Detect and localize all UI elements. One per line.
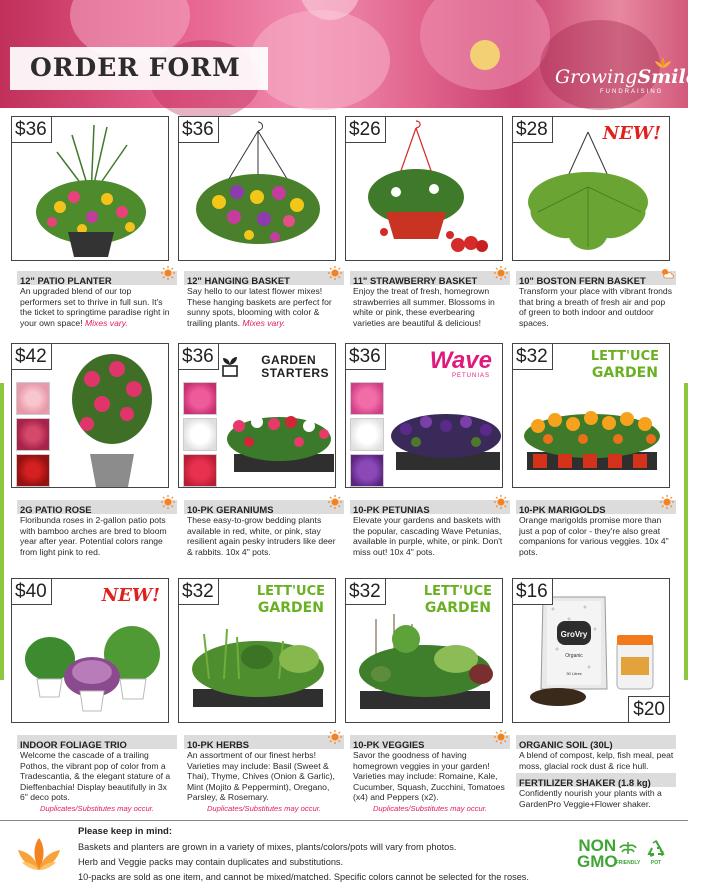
footer-note: Herb and Veggie packs may contain duplicates and substitutions. bbox=[78, 857, 344, 867]
swatch-red bbox=[183, 454, 217, 487]
price-label: $32 bbox=[179, 579, 219, 605]
sun-icon bbox=[161, 266, 175, 280]
right-accent-bar bbox=[684, 383, 688, 680]
logo-line-2: STARTERS bbox=[261, 366, 329, 380]
product-card-foliage-trio bbox=[17, 735, 177, 813]
price-label: $32 bbox=[513, 344, 553, 370]
product-title-bar bbox=[350, 271, 510, 285]
product-description: A blend of compost, kelp, fish meal, peat moss, glacial rock dust & rice hull. bbox=[519, 750, 674, 771]
lettuce-garden-logo bbox=[424, 584, 492, 616]
product-title: 10-PK GERANIUMS bbox=[187, 504, 274, 515]
product-description: Savor the goodness of having homegrown veggies in your garden! Varieties may include: Romaine, Kale, Cucumber, Squash, Zucchini, Tomatoes (x4) and Peppers (x2). bbox=[353, 750, 505, 802]
sun-icon bbox=[328, 730, 342, 744]
product-title: ORGANIC SOIL (30L) bbox=[519, 739, 613, 750]
product-description: Elevate your gardens and baskets with the popular, cascading Wave Petunias, available in purple, white, or pink. Don't miss out! 10x 4" pots. bbox=[353, 515, 503, 557]
mix-note: Mixes vary. bbox=[242, 317, 286, 328]
swatch-purple bbox=[350, 454, 384, 487]
seedling-icon bbox=[221, 353, 239, 377]
petunia-color-swatches bbox=[350, 382, 384, 490]
brand-word-2: Smiles bbox=[637, 66, 709, 88]
sun-icon bbox=[660, 495, 674, 509]
logo-line-1: GARDEN bbox=[261, 353, 317, 367]
bag-size-label: 30 Litres bbox=[566, 671, 582, 676]
product-title: 10-PK HERBS bbox=[187, 739, 249, 750]
product-title: 10-PK PETUNIAS bbox=[353, 504, 430, 515]
pot-label: POT bbox=[650, 860, 662, 866]
sun-icon bbox=[494, 266, 508, 280]
sun-icon bbox=[494, 495, 508, 509]
substitution-note: Duplicates/Substitutes may occur. bbox=[206, 803, 322, 813]
product-image-veggies bbox=[345, 578, 503, 723]
price-label: $28 bbox=[513, 117, 553, 143]
brand-subtitle: FUNDRAISING bbox=[600, 89, 664, 95]
product-title-bar-fertilizer bbox=[516, 773, 676, 787]
footer-heading: Please keep in mind: bbox=[78, 826, 172, 837]
product-card-strawberry-basket bbox=[350, 271, 510, 328]
swatch-pink bbox=[183, 382, 217, 415]
product-card-soil-fertilizer bbox=[516, 735, 676, 809]
bag-organic-label: Organic bbox=[565, 653, 583, 659]
sun-icon bbox=[161, 495, 175, 509]
product-description: An assortment of our finest herbs! Varieties may include: Basil (Sweet & Thai), Thyme, Chives (Onion & Garlic), Mint (Mojito & Peppermint), Oregano, Parsley, & Rosemary. bbox=[187, 750, 335, 802]
rose-color-swatches bbox=[16, 382, 50, 490]
product-title: 11" STRAWBERRY BASKET bbox=[353, 275, 478, 286]
price-label: $36 bbox=[179, 344, 219, 370]
product-description bbox=[17, 285, 177, 328]
sun-icon bbox=[328, 266, 342, 280]
mix-note: Mixes vary. bbox=[84, 317, 128, 328]
product-image-patio-planter bbox=[11, 116, 169, 261]
product-title: 10-PK VEGGIES bbox=[353, 739, 425, 750]
friendly-icon bbox=[617, 838, 639, 868]
left-accent-bar bbox=[0, 383, 4, 680]
product-image-foliage-trio bbox=[11, 578, 169, 723]
product-title: 2G PATIO ROSE bbox=[20, 504, 92, 515]
friendly-label: FRIENDLY bbox=[615, 860, 641, 866]
product-image-soil-fertilizer bbox=[512, 578, 670, 723]
non-gmo-badge bbox=[577, 838, 618, 870]
product-image-marigolds bbox=[512, 343, 670, 488]
partial-shade-icon bbox=[660, 266, 674, 280]
brand-word-1: Growing bbox=[555, 66, 638, 88]
product-title: 10-PK MARIGOLDS bbox=[519, 504, 606, 515]
price-label-fertilizer: $20 bbox=[628, 696, 669, 722]
product-title-bar bbox=[516, 500, 676, 514]
lotus-icon bbox=[16, 836, 62, 874]
swatch-pink bbox=[350, 382, 384, 415]
product-title-bar bbox=[17, 500, 177, 514]
product-title-bar bbox=[184, 500, 344, 514]
description-text: An upgraded blend of our top performers set to thrive in full sun. It's the ticket to springtime paradise right in your own space! bbox=[20, 286, 170, 328]
product-card-geraniums bbox=[184, 500, 344, 557]
product-description bbox=[184, 285, 344, 328]
bag-brand: GroVry bbox=[560, 630, 588, 639]
price-label: $40 bbox=[12, 579, 52, 605]
price-label: $36 bbox=[12, 117, 52, 143]
wave-logo: Wave bbox=[429, 347, 492, 374]
substitution-note: Duplicates/Substitutes may occur. bbox=[372, 803, 488, 813]
product-image-strawberry-basket bbox=[345, 116, 503, 261]
price-label: $42 bbox=[12, 344, 52, 370]
logo-line-1: LETT'UCE bbox=[590, 349, 659, 364]
recycle-icon bbox=[645, 838, 667, 868]
product-title: 12" HANGING BASKET bbox=[187, 275, 290, 286]
badge-line-1: NON bbox=[578, 836, 617, 855]
price-label: $32 bbox=[346, 579, 386, 605]
geranium-color-swatches bbox=[183, 382, 217, 490]
price-label: $26 bbox=[346, 117, 386, 143]
product-description: Welcome the cascade of a trailing Pothos, the vibrant pop of color from a Tradescantia, & the elegant stature of a Dieffenbachia! Display beautifully in 3x 6" deco pots. bbox=[20, 750, 171, 802]
product-card-patio-rose bbox=[17, 500, 177, 557]
badge-line-2: GMO bbox=[577, 852, 618, 871]
product-image-patio-rose bbox=[11, 343, 169, 488]
new-badge: NEW! bbox=[101, 585, 160, 606]
product-image-hanging-basket bbox=[178, 116, 336, 261]
product-description-fertilizer: Confidently nourish your plants with a GardenPro Veggie+Flower shaker. bbox=[519, 788, 662, 809]
logo-line-1: LETT'UCE bbox=[423, 584, 492, 599]
page-title: ORDER FORM bbox=[30, 53, 241, 82]
logo-line-2: GARDEN bbox=[257, 600, 324, 616]
product-image-geraniums bbox=[178, 343, 336, 488]
product-image-boston-fern bbox=[512, 116, 670, 261]
swatch-pink bbox=[16, 418, 50, 451]
brand-logo bbox=[555, 66, 709, 88]
product-card-boston-fern bbox=[516, 271, 676, 328]
product-title-bar bbox=[17, 271, 177, 285]
product-card-petunias bbox=[350, 500, 510, 557]
substitution-note: Duplicates/Substitutes may occur. bbox=[39, 803, 155, 813]
product-title-bar bbox=[516, 271, 676, 285]
swatch-white bbox=[350, 418, 384, 451]
price-label: $36 bbox=[179, 117, 219, 143]
product-card-patio-planter bbox=[17, 271, 177, 328]
new-badge: NEW! bbox=[602, 123, 661, 144]
product-card-herbs bbox=[184, 735, 344, 813]
sun-icon bbox=[328, 495, 342, 509]
product-card-marigolds bbox=[516, 500, 676, 557]
product-title-bar bbox=[184, 735, 344, 749]
product-title: 10" BOSTON FERN BASKET bbox=[519, 275, 646, 286]
product-title-fertilizer: FERTILIZER SHAKER (1.8 kg) bbox=[519, 777, 651, 788]
lettuce-garden-logo bbox=[591, 349, 659, 381]
logo-line-2: GARDEN bbox=[591, 365, 658, 381]
wave-logo-sub: PETUNIAS bbox=[451, 373, 490, 379]
product-description: Orange marigolds promise more than just a pop of color - they're also great companions for various veggies. 10x 4" pots. bbox=[519, 515, 669, 557]
description-text: Say hello to our latest flower mixes! These hanging baskets are perfect for sunny spots, blooming with color & trailing plants. bbox=[187, 286, 332, 328]
product-description: These easy-to-grow bedding plants available in red, white, or pink, stay resilient again pesky intruders like deer & rabbits. 10x 4" pots. bbox=[187, 515, 336, 557]
price-label: $36 bbox=[346, 344, 386, 370]
product-description: Transform your place with vibrant fronds that bring a breath of fresh air and pop of green to both indoor and outdoor spaces. bbox=[519, 286, 672, 328]
logo-line-2: GARDEN bbox=[424, 600, 491, 616]
sun-icon bbox=[494, 730, 508, 744]
product-title-bar bbox=[184, 271, 344, 285]
product-title: 12" PATIO PLANTER bbox=[20, 275, 112, 286]
product-title-bar bbox=[17, 735, 177, 749]
footer-note: 10-packs are sold as one item, and cannot be mixed/matched. Specific colors cannot be selected for the roses. bbox=[78, 872, 529, 882]
product-image-petunias bbox=[345, 343, 503, 488]
product-title-bar bbox=[350, 735, 510, 749]
lettuce-garden-logo bbox=[257, 584, 325, 616]
footer-note: Baskets and planters are grown in a variety of mixes, plants/colors/pots will vary from photos. bbox=[78, 842, 457, 852]
product-card-veggies bbox=[350, 735, 510, 813]
garden-starters-logo bbox=[261, 354, 329, 380]
price-label: $16 bbox=[513, 579, 553, 605]
product-description: Floribunda roses in 2-gallon patio pots with bamboo arches are bred to bloom year after year. Potential colors range from light pink to red. bbox=[20, 515, 167, 557]
product-title: INDOOR FOLIAGE TRIO bbox=[20, 739, 127, 750]
swatch-light-pink bbox=[16, 382, 50, 415]
product-title-bar bbox=[350, 500, 510, 514]
product-image-herbs bbox=[178, 578, 336, 723]
product-description: Enjoy the treat of fresh, homegrown strawberries all summer. Blossoms in white or pink, these everbearing varieties are beautiful & delicious! bbox=[353, 286, 495, 328]
product-card-hanging-basket bbox=[184, 271, 344, 328]
logo-line-1: LETT'UCE bbox=[256, 584, 325, 599]
swatch-white bbox=[183, 418, 217, 451]
swatch-red bbox=[16, 454, 50, 487]
product-title-bar bbox=[516, 735, 676, 749]
